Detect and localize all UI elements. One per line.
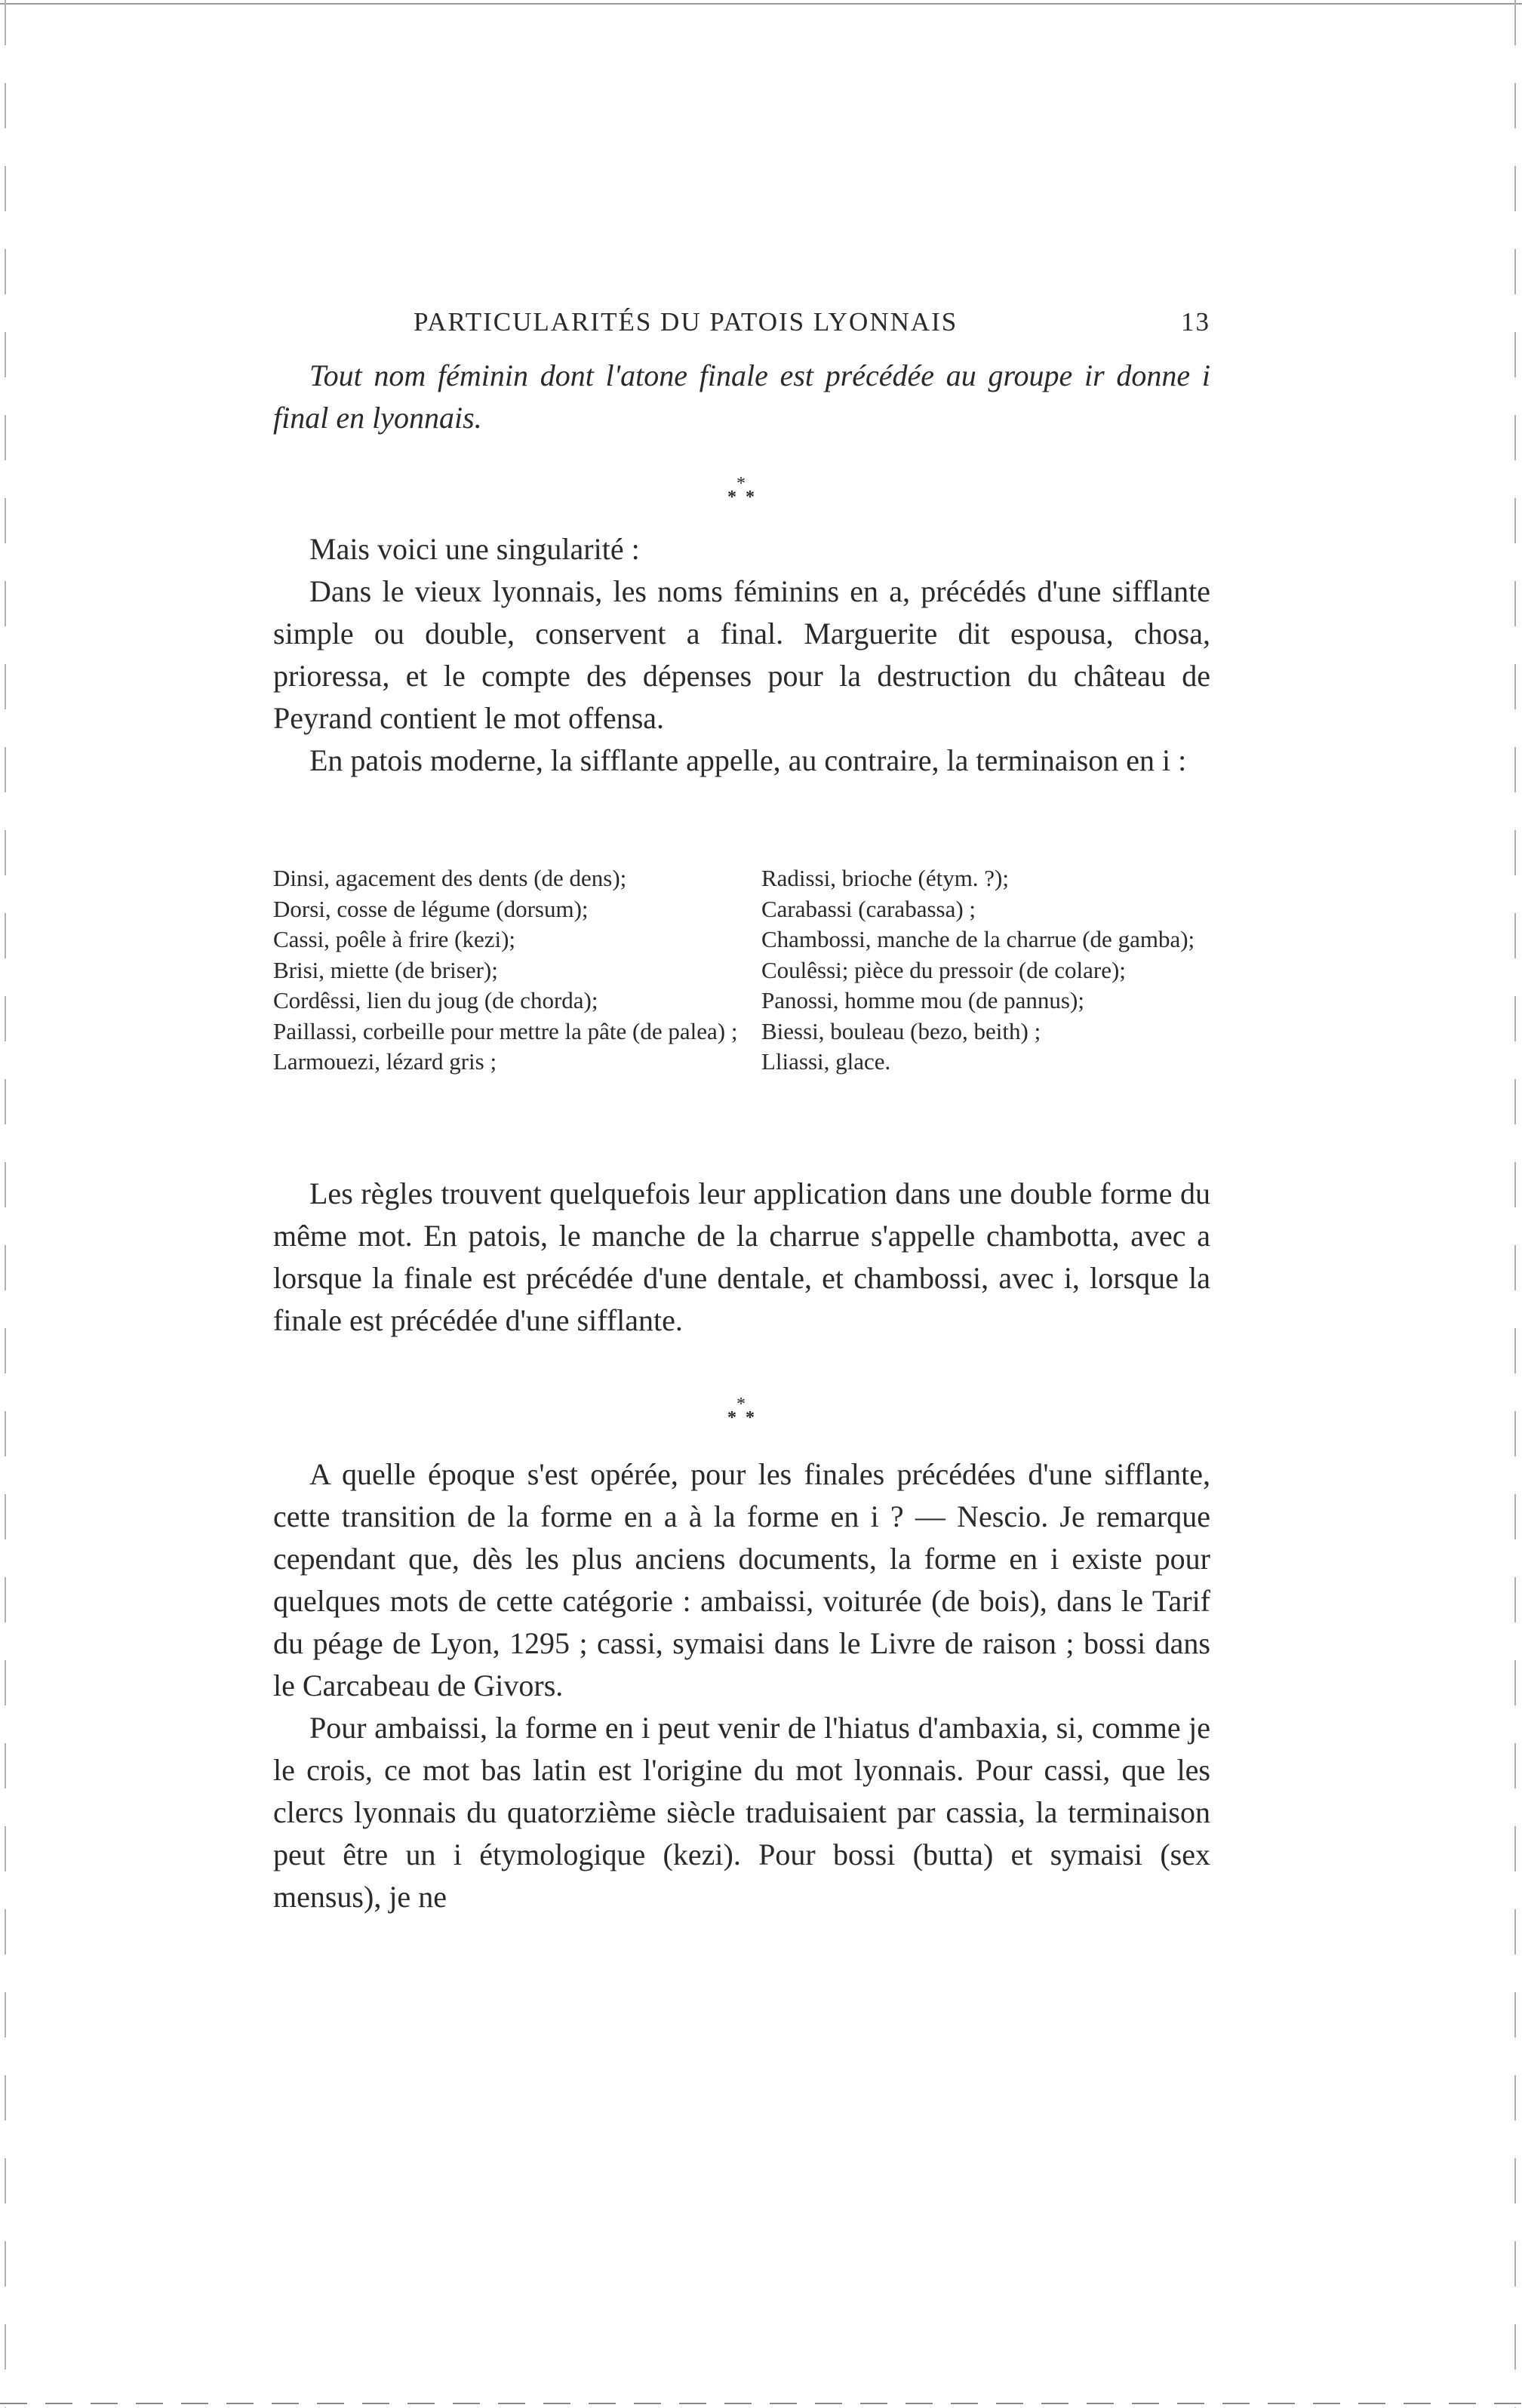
paragraph: En patois moderne, la sifflante appelle, au contraire, la terminaison en i :	[309, 743, 1187, 777]
example-entry: Carabassi (carabassa) ;	[761, 895, 976, 922]
paragraph: Mais voici une singularité :	[309, 532, 640, 566]
scan-left-edge	[5, 0, 6, 2408]
asterism-star: *	[736, 474, 746, 494]
example-entry: Cordêssi, lien du joug (de chorda);	[273, 987, 598, 1013]
paragraph: Pour ambaissi, la forme en i peut venir de l'hiatus d'ambaxia, si, comme je le crois, ce mot bas latin est l'origine du mot lyonnais. Pour cassi, que les clercs lyonnais du quatorzième siècle traduisaient par cassia, la terminaison peut être un i étymologique (kezi). Pour bossi (butta) et symaisi (sex mensus), je ne	[273, 1711, 1210, 1914]
example-entry: Chambossi, manche de la charrue (de gamba);	[761, 926, 1195, 952]
asterism-star: *	[746, 487, 755, 507]
scan-right-edge	[1514, 0, 1516, 2408]
intro-rule: Tout nom féminin dont l'atone finale est précédée au groupe ir donne i final en lyonnais.	[273, 358, 1210, 435]
scan-bottom-edge	[0, 2403, 1522, 2404]
asterism-star: *	[736, 1395, 746, 1414]
section-3	[273, 1453, 1210, 1918]
example-entry: Cassi, poêle à frire (kezi);	[273, 926, 516, 952]
asterism-star-pair	[718, 487, 764, 507]
example-entry: Coulêssi; pièce du pressoir (de colare);	[761, 956, 1126, 983]
asterism-star-pair	[718, 1408, 764, 1428]
page-header	[414, 307, 1210, 346]
examples-left-column	[273, 863, 741, 1078]
running-title: PARTICULARITÉS DU PATOIS LYONNAIS	[414, 307, 958, 337]
paragraph: Les règles trouvent quelquefois leur application dans une double forme du même mot. En patois, le manche de la charrue s'appelle chambotta, avec a lorsque la finale est précédée d'une dentale, et chambossi, avec i, lorsque la finale est précédée d'une sifflante.	[273, 1176, 1210, 1337]
section-2	[273, 1173, 1210, 1342]
asterism-star: *	[746, 1408, 755, 1428]
section-1	[273, 528, 1210, 782]
paragraph: A quelle époque s'est opérée, pour les finales précédées d'une sifflante, cette transition de la forme en a à la forme en i ? — Nescio. Je remarque cependant que, dès les plus anciens documents, la forme en i existe pour quelques mots de cette catégorie : ambaissi, voiturée (de bois), dans le Tarif du péage de Lyon, 1295 ; cassi, symaisi dans le Livre de raison ; bossi dans le Carcabeau de Givors.	[273, 1457, 1210, 1702]
asterism-star: *	[727, 1408, 736, 1428]
example-entry: Larmouezi, lézard gris ;	[273, 1048, 497, 1075]
page-number: 13	[1181, 307, 1210, 337]
example-entry: Lliassi, glace.	[761, 1048, 891, 1075]
example-entry: Dorsi, cosse de légume (dorsum);	[273, 895, 589, 922]
example-entry: Dinsi, agacement des dents (de dens);	[273, 865, 627, 891]
asterism-2	[718, 1395, 764, 1428]
example-entry: Radissi, brioche (étym. ?);	[761, 865, 1009, 891]
examples-right-column	[761, 863, 1210, 1078]
asterism-1	[718, 474, 764, 507]
paragraph: Dans le vieux lyonnais, les noms féminins en a, précédés d'une sifflante simple ou double, conservent a final. Marguerite dit espousa, chosa, prioressa, et le compte des dépenses pour la destruction du château de Peyrand contient le mot offensa.	[273, 574, 1210, 735]
example-entry: Panossi, homme mou (de pannus);	[761, 987, 1084, 1013]
scan-top-edge	[0, 3, 1522, 5]
asterism-star: *	[727, 487, 736, 507]
example-entry: Biessi, bouleau (bezo, beith) ;	[761, 1017, 1041, 1044]
example-entry: Paillassi, corbeille pour mettre la pâte (de palea) ;	[273, 1017, 738, 1044]
example-entry: Brisi, miette (de briser);	[273, 956, 498, 983]
